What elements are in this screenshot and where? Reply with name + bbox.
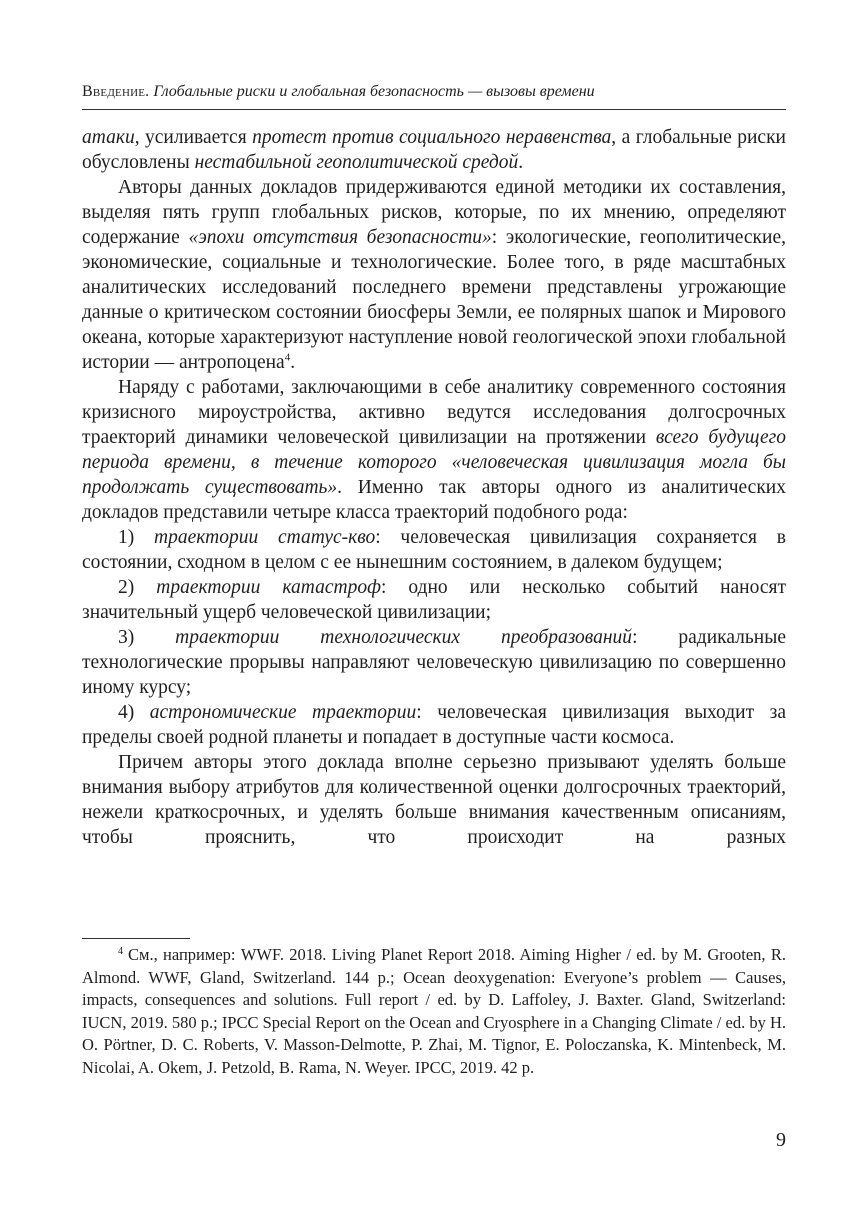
- running-head-section: Введение.: [82, 83, 150, 100]
- paragraph-2: [82, 175, 786, 375]
- footnote-text: См., например: WWF. 2018. Living Planet Report 2018. Aiming Higher / ed. by M. Grooten, R. Almond. WWF, Gland, Switzerland. 144 p.; Ocean deoxygenation: Everyone’s problem — Causes, impacts, consequences and solutions. Full report / ed. by D. Laffoley, J. Baxter. Gland, Switzerland: IUCN, 2019. 580 p.; IPCC Special Report on the Ocean and Cryosphere in a Changing Climate / ed. by H. O. Pörtner, D. C. Roberts, V. Masson-Delmotte, P. Zhai, M. Tignor, E. Poloczanska, K. Mintenbeck, M. Nicolai, A. Okem, J. Petzold, B. Rama, N. Weyer. IPCC, 2019. 42 p.: [82, 945, 786, 1077]
- list-item-number: 1): [118, 527, 155, 548]
- footnote-number: 4: [118, 945, 123, 957]
- list-item-term: траектории статус-кво: [154, 527, 376, 548]
- p2-text-b: : экологические, геополитические, экономические, социальные и технологические. Более того, в ряде масштабных аналитических исследований последнего времени представлены угрожающие данные о критическом состоянии биосферы Земли, ее полярных шапок и Мирового океана, которые характеризуют наступление новой геологической эпохи глобальной истории — антропоцена: [82, 227, 787, 373]
- body-text: [82, 125, 786, 850]
- p1-geopolitical: нестабильной геополитической средой: [194, 152, 519, 173]
- list-item-4: [82, 700, 786, 750]
- paragraph-3: [82, 375, 786, 525]
- p1-text-c: .: [518, 152, 524, 173]
- p1-text-a: , усиливается: [134, 127, 253, 148]
- list-item-1: [82, 525, 786, 575]
- running-head: [82, 81, 786, 103]
- p1-protest: протест против социального неравенства: [252, 127, 612, 148]
- p1-text-b: , а глобальные риски обусловлены: [82, 127, 786, 173]
- list-item-text: : радикальные технологические прорывы направляют человеческую цивилизацию по совершенно иному курсу;: [82, 627, 786, 698]
- paragraph-4: Причем авторы этого доклада вполне серьезно призывают уделять больше внимания выбору атрибутов для количественной оценки долгосрочных траекторий, нежели краткосрочных, и уделять больше внимания качественным описаниям, чтобы прояснить, что происходит на разных: [82, 752, 786, 848]
- page-number: 9: [776, 1129, 786, 1151]
- p2-text-a: Авторы данных докладов придерживаются единой методики их составления, выделяя пять групп глобальных рисков, которые, по их мнению, определяют содержание: [82, 177, 786, 248]
- footnote-ref[interactable]: 4: [284, 351, 291, 364]
- p2-text-c: .: [290, 352, 296, 373]
- list-item-2: [82, 575, 786, 625]
- list-item-term: траектории технологических преобразований: [175, 627, 633, 648]
- list-item-term: траектории катастроф: [156, 577, 381, 598]
- footnote-4: [82, 944, 786, 1079]
- p1-atak: атаки: [82, 127, 135, 148]
- list-item-number: 4): [118, 702, 150, 723]
- list-item-text: : человеческая цивилизация выходит за пределы своей родной планеты и попадает в доступные части космоса.: [82, 702, 787, 748]
- p3-text-a: Наряду с работами, заключающими в себе аналитику современного состояния кризисного мироустройства, активно ведутся исследования долгосрочных траекторий динамики человеческой цивилизации на протяжении: [82, 377, 786, 448]
- list-item-term: астрономические траектории: [149, 702, 417, 723]
- header-rule: [82, 109, 786, 110]
- paragraph-1: [82, 125, 786, 175]
- list-item-text: : одно или несколько событий наносят значительный ущерб человеческой цивилизации;: [82, 577, 786, 623]
- list-item-number: 3): [118, 627, 176, 648]
- book-page: [82, 0, 786, 1211]
- list-item-3: [82, 625, 786, 700]
- list-item-text: : человеческая цивилизация сохраняется в состоянии, сходном в целом с ее нынешним состоянием, в далеком будущем;: [82, 527, 786, 573]
- running-head-title: Глобальные риски и глобальная безопасность — вызовы времени: [153, 83, 595, 100]
- footnote-rule: [82, 938, 190, 939]
- list-item-number: 2): [118, 577, 157, 598]
- p3-text-b: . Именно так авторы одного из аналитических докладов представили четыре класса траекторий подобного рода:: [82, 477, 786, 523]
- p2-era-quote: «эпохи отсутствия безопасности»: [188, 227, 492, 248]
- p3-quote: всего будущего периода времени, в течение которого «человеческая цивилизация могла бы продолжать существовать»: [82, 427, 787, 498]
